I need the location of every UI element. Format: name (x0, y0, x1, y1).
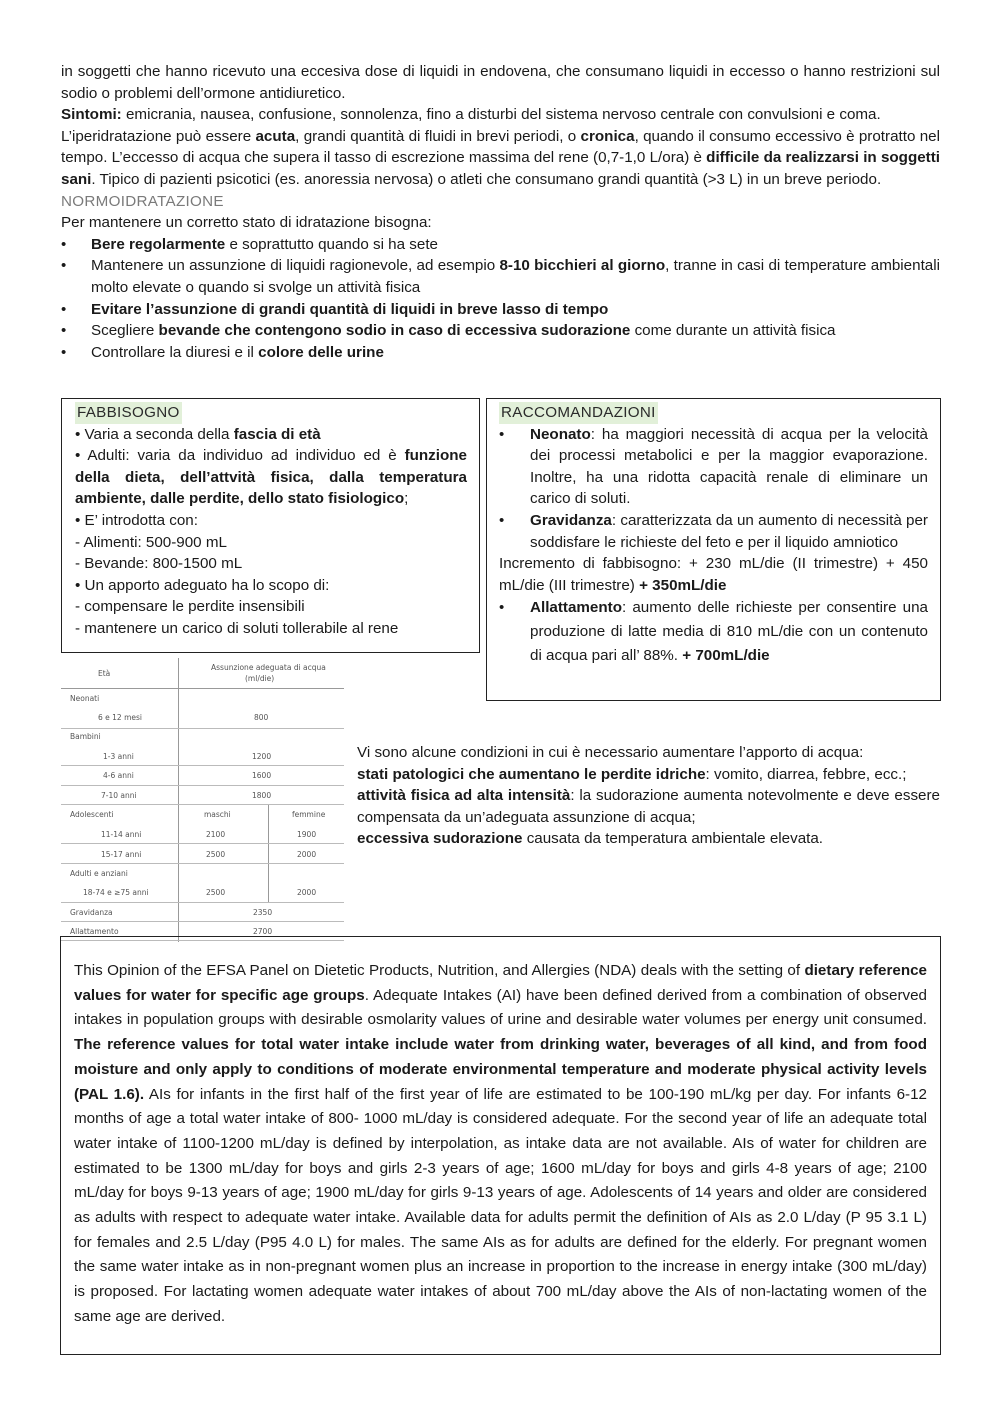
table-rule (61, 902, 344, 903)
table-rule (61, 785, 344, 786)
row-value: 2350 (253, 908, 273, 917)
intro-text: in soggetti che hanno ricevuto una eccesiva dose di liquidi in endovena, che consumano liquidi in eccesso o hanno restrizioni sul sodio o problemi dell’ormone antidiuretico. (61, 63, 940, 102)
list-item (499, 596, 928, 668)
bold-text: 8-10 bicchieri al giorno (499, 257, 666, 275)
group-adulti: Adulti e anziani (70, 869, 128, 878)
bold-text: colore delle urine (258, 343, 384, 361)
bold-text: + 350mL/die (639, 576, 727, 594)
intro-paragraph (61, 61, 940, 104)
row-value: 2100 (206, 830, 226, 839)
table-divider (178, 658, 179, 942)
table-divider (268, 804, 269, 902)
group-bambini: Bambini (70, 732, 101, 741)
row-label: 15-17 anni (101, 850, 142, 859)
text-span: , quando il consumo eccessivo è protratto nel tempo. L’eccesso di acqua che supera il tasso di escrezione massima del rene (0,7-1,0 L/ora) è (61, 127, 940, 167)
bold-text: Allattamento (530, 599, 622, 617)
row-value: 2500 (206, 850, 226, 859)
text-span: , tranne in casi di temperature ambientali molto elevate o quando si svolge un attività fisica (91, 257, 940, 296)
row-label: 18-74 e ≥75 anni (83, 888, 149, 897)
fab-line: • Un apporto adeguato ha lo scopo di: (75, 576, 330, 594)
raccomandazioni-heading: RACCOMANDAZIONI (499, 402, 658, 424)
list-item (61, 299, 940, 321)
bold-text: funzione della dieta, dell’attvità fisica, dalla temperatura ambiente, dalle perdite, dello stato fisiologico (75, 447, 467, 508)
row-value: 2700 (253, 927, 273, 936)
list-item (499, 424, 928, 510)
condition-line (357, 785, 940, 828)
text-span: • Varia a seconda della (75, 425, 234, 443)
text-span: . Adequate Intakes (AI) have been defined derived from a combination of observed intakes in population groups with desirable osmolarity values of urine and desirable water volumes per energy unit consumed. (74, 986, 927, 1029)
fab-line: - compensare le perdite insensibili (75, 598, 305, 616)
fab-line: - Bevande: 800-1500 mL (75, 555, 243, 573)
text-span: • Adulti: varia da individuo ad individuo ed è (75, 447, 405, 465)
row-allattamento: Allattamento (70, 927, 119, 936)
incremento-line (499, 553, 928, 596)
table-rule (61, 921, 344, 922)
fabbisogno-heading: FABBISOGNO (75, 402, 182, 424)
fab-line (75, 424, 467, 446)
sintomi-label: Sintomi: (61, 106, 122, 124)
conditions-section (357, 742, 940, 850)
normo-list (61, 234, 940, 364)
row-value: 2000 (297, 850, 317, 859)
allattamento-list (499, 596, 928, 668)
col-femmine: femmine (292, 810, 326, 819)
text-span: L’iperidratazione può essere (61, 127, 256, 145)
top-section (61, 61, 940, 363)
text-span: , grandi quantità di fluidi in brevi periodi, o (295, 127, 581, 145)
table-rule (61, 843, 344, 844)
row-value: 2500 (206, 888, 226, 897)
text-span: : caratterizzata da un aumento di necessità per soddisfare le richieste del feto e per il liquido amniotico (530, 511, 928, 551)
conditions-lead: Vi sono alcune condizioni in cui è necessario aumentare l’apporto di acqua: (357, 744, 864, 761)
condition-line (357, 764, 940, 786)
bold-text: Evitare l’assunzione di grandi quantità di liquidi in breve lasso di tempo (91, 300, 609, 318)
list-item (61, 342, 940, 364)
text-span: ; (404, 490, 409, 508)
row-label: 6 e 12 mesi (98, 713, 142, 722)
text-span: Mantenere un assunzione di liquidi ragionevole, ad esempio (91, 257, 500, 275)
bold-text: Gravidanza (530, 511, 612, 529)
iperidratazione-paragraph (61, 126, 940, 191)
row-value: 800 (254, 713, 269, 722)
sintomi-paragraph (61, 104, 940, 126)
bold-difficile: difficile da realizzarsi in soggetti sani (61, 149, 940, 188)
fab-line: - Alimenti: 500-900 mL (75, 533, 227, 551)
row-value: 1900 (297, 830, 317, 839)
list-item (61, 255, 940, 298)
table-rule (61, 765, 344, 766)
fab-line: • E’ introdotta con: (75, 511, 198, 529)
raccomandazioni-box (486, 398, 941, 701)
text-span: : ha maggiori necessità di acqua per la velocità dei processi metabolici e per la maggior evaporazione. Inoltre, ha una ridotta capacità renale di eliminare un carico di soluti. (530, 425, 928, 508)
row-value: 1800 (252, 791, 272, 800)
bold-text: Bere regolarmente (91, 235, 226, 253)
bold-text: bevande che contengono sodio in caso di eccessiva sudorazione (158, 322, 631, 340)
text-span: e soprattutto quando si ha sete (225, 235, 438, 253)
bold-text: Neonato (530, 425, 591, 443)
bold-text: The reference values for total water intake include water from drinking water, beverages of all kind, and from food moisture and only apply to conditions of moderate environmental temperature and moderate physical activity levels (PAL 1.6). (74, 1036, 927, 1103)
condition-line (357, 828, 940, 850)
row-label: 11-14 anni (101, 830, 142, 839)
text-span: causata da temperatura ambientale elevata. (522, 830, 824, 848)
normo-lead: Per mantenere un corretto stato di idratazione bisogna: (61, 214, 432, 232)
text-span: Incremento di fabbisogno: + 230 mL/die (II trimestre) + 450 mL/die (III trimestre) (499, 555, 928, 594)
row-label: 7-10 anni (101, 791, 137, 800)
table-rule (61, 863, 344, 864)
group-neonati: Neonati (70, 694, 100, 703)
bold-text: attività fisica ad alta intensità (357, 787, 571, 805)
sintomi-text: emicrania, nausea, confusione, sonnolenza, fino a disturbi del sistema nervoso centrale con convulsioni e coma. (121, 106, 881, 124)
col-maschi: maschi (204, 810, 231, 819)
row-gravidanza: Gravidanza (70, 908, 113, 917)
bold-text: dietary reference values for water for specific age groups (74, 962, 928, 1004)
text-span: AIs for infants in the first half of the first year of life are estimated to be 100-190 mL/kg per day. For infants 6-12 months of age a total water intake of 800- 1000 mL/day is considered adequate. For the second year of life an adequate total water intake of 1100-1200 mL/day is defined by interpolation, as intake data are not available. AIs of water for children are estimated to be 1300 mL/day for boys and girls 2-3 years of age; 1600 mL/day for boys and girls 4-8 years of age; 2100 mL/day for boys 9-13 years of age; 1900 mL/day for girls 9-13 years of age. Adolescents of 14 years and older are considered as adults with respect to adequate water intake. Available data for adults permit the definition of AIs as 2.0 L/day (P 95 3.1 L) for females and 2.5 L/day (P95 4.0 L) for males. The same AIs as for adults are defined for the elderly. For pregnant women the same water intake as in non-pregnant women plus an increase in proportion to the increase in energy intake (300 mL/day) is proposed. For lactating women adequate water intakes of about 700 mL/day above the AIs of non-lactating women of the same age are derived. (74, 1085, 927, 1325)
text-span: Scegliere (91, 322, 159, 340)
efsa-box (60, 936, 941, 1355)
fab-line (75, 445, 467, 510)
list-item (61, 234, 940, 256)
fab-line: - mantenere un carico di soluti tollerabile al rene (75, 619, 399, 637)
bold-acuta: acuta (255, 127, 296, 145)
group-adolescenti: Adolescenti (70, 810, 114, 819)
table-rule (61, 804, 344, 805)
bold-text: fascia di età (233, 425, 321, 443)
col-assunzione: Assunzione adeguata di acqua (211, 663, 326, 672)
table-rule (61, 728, 344, 729)
row-value: 1600 (252, 771, 272, 780)
fabbisogno-box (61, 398, 480, 653)
raccomandazioni-list (499, 424, 928, 554)
text-span: . Tipico di pazienti psicotici (es. anoressia nervosa) o atleti che consumano grandi quantità (>3 L) in un breve periodo. (91, 170, 882, 188)
bold-text: eccessiva sudorazione (357, 830, 523, 848)
bold-text: stati patologici che aumentano le perdite idriche (357, 765, 706, 783)
bold-cronica: cronica (580, 127, 635, 145)
row-value: 2000 (297, 888, 317, 897)
water-intake-table (61, 658, 344, 942)
row-label: 4-6 anni (103, 771, 134, 780)
text-span: Controllare la diuresi e il (91, 343, 259, 361)
list-item (499, 510, 928, 553)
col-eta: Età (98, 669, 111, 678)
text-span: : aumento delle richieste per consentire una produzione di latte media di 810 mL/die con un contenuto di acqua pari all’ 88%. (530, 599, 928, 665)
row-label: 1-3 anni (103, 752, 134, 761)
row-value: 1200 (252, 752, 272, 761)
normoidratazione-heading: NORMOIDRATAZIONE (61, 192, 224, 210)
col-unit: (ml/die) (245, 674, 275, 683)
text-span: come durante un attività fisica (630, 322, 836, 340)
text-span: This Opinion of the EFSA Panel on Dietetic Products, Nutrition, and Allergies (NDA) deals with the setting of (74, 962, 805, 979)
bold-text: + 700mL/die (682, 647, 770, 665)
efsa-paragraph (74, 959, 927, 1330)
text-span: : la sudorazione aumenta notevolmente e deve essere compensata da un’adeguata assunzione di acqua; (357, 787, 940, 826)
list-item (61, 320, 940, 342)
text-span: : vomito, diarrea, febbre, ecc.; (705, 765, 907, 783)
